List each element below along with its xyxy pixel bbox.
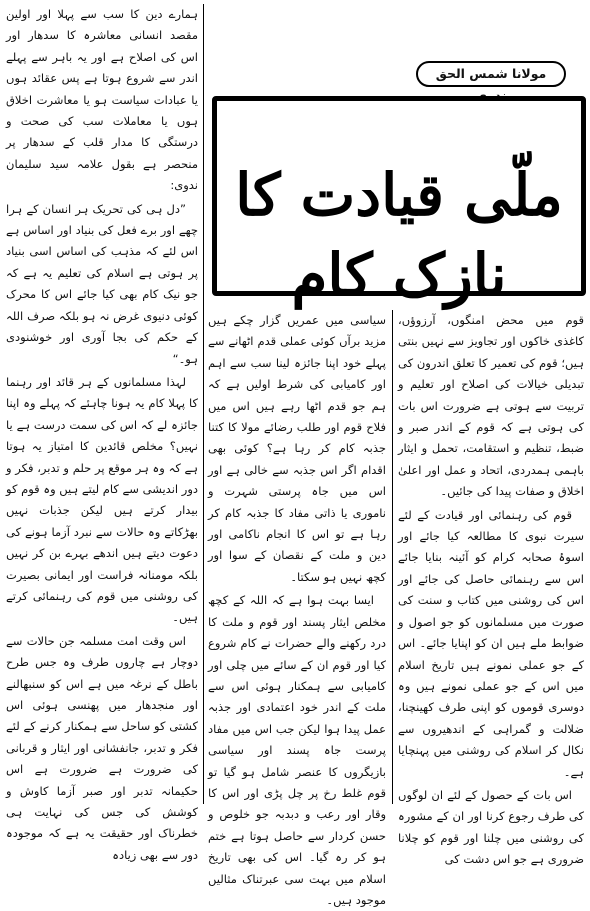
paragraph-seerah: قوم کی رہنمائی اور قیادت کے لئے سیرت نبوی کا مطالعہ کیا جائے اور اسوۂ صحابہ کرام کو آئینہ بنایا جائے اس سے رہنمائی حاصل کی جائے اور اس کی روشنی میں کتاب و سنت کی صورت میں مسلمانوں کو جو اصول و ضوابط ملے ہیں ان کو اپنایا جائے۔ اس کے جو عملی نمونے ہیں تاریخ اسلام میں اس کے جو عملی نمونے ہیں وہ دوسری قوموں کو اپنی طرف کھینچنا، ضلالت و گمراہی کے اندھیروں سے نکال کر اسلام کی روشنی میں پہنچایا ہے۔ — [398, 507, 584, 779]
paragraph-guidance: اس بات کے حصول کے لئے ان لوگوں کی طرف رجوع کرنا اور ان کے مشورہ کی روشنی میں چلنا اور قوم کو چلانا ضروری ہے جو اس دشت کی — [398, 787, 584, 867]
paragraph-nation-building: قوم میں محض امنگوں، آرزوؤں، کاغذی خاکوں اور تجاویز سے نہیں بنتی ہیں؛ قوم کی تعمیر کا تعلق اندرون کی تبدیلی خیالات کی اصلاح اور تعلیم و تربیت سے ہوتی ہے ضرورت اس بات کی ہوتی ہے کہ قوم کے اندر صبر و ضبط، تنظیم و استقامت، تحمل و ایثار باہمی ہمدردی، اتحاد و عمل اور اعلیٰ اخلاق و صفات پیدا کی جائیں۔ — [398, 313, 584, 499]
column-divider-left — [203, 4, 204, 804]
paragraph-ummah: اس وقت امت مسلمہ جن حالات سے دوچار ہے چاروں طرف وہ جس طرح باطل کے نرغہ میں ہے اس کو سنبھالنے اور منجدھار میں پھنسی ہوئی اس کشتی کو ساحل سے ہمکنار کرنے کے لئے فکر و تدبر، جانفشانی اور ایثار و قربانی کی ضرورت ہے ضرورت ہے اس حکیمانہ تدبر اور صبر آزما کاوش و کوشش کی جس کی نہایت ہی خطرناک اور حقیقت یہ ہے کہ موجودہ دور سے بھی زیادہ — [6, 633, 198, 862]
author-byline: مولانا شمس الحق — [416, 61, 566, 87]
paragraph-history: ایسا بہت ہوا ہے کہ اللہ کے کچھ مخلص ایثار پسند اور قوم و ملت کا درد رکھنے والے حضرات نے کام شروع کیا اور قوم ان کے سائے میں چلی اور کامیابی سے ہمکنار ہوئی اس سے ملت کے اندر خود اعتمادی اور جذبہ عمل پیدا ہوا لیکن جب اس میں مفاد پرست جاہ پسند اور سیاسی بازیگروں کا عنصر شامل ہو گیا تو قوم غلط رخ پر چل پڑی اور اس کا وقار اور رعب و دبدبہ جو خلوص و حسن کردار سے حاصل ہوتا ہے ختم ہو کر رہ گیا۔ اس کی بھی تاریخ اسلام میں بہت سی عبرتناک مثالیں موجود ہیں۔ — [208, 593, 386, 907]
paragraph-leaders: لہذا مسلمانوں کے ہر قائد اور رہنما کا پہلا کام یہ ہونا چاہئے کہ پہلے وہ اپنا جائزہ لے کہ اس کی سمت درست ہے یا نہیں؟ مخلص قائدین کا امتیاز یہ ہوتا ہے کہ وہ ہر موقع پر حلم و تدبر، فکر و دور اندیشی سے کام لیتے ہیں وہ قوم کو بیدار کرتے ہیں لیکن جذبات نہیں بھڑکاتے وہ حالات سے نبرد آزما ہونے کی دعوت دیتے ہیں اندھے بہرے بن کر نہیں بلکہ مومنانہ فراست اور ایمانی بصیرت کی روشنی میں قوم کی رہنمائی کرتے ہیں۔ — [6, 374, 198, 625]
headline-box — [212, 96, 586, 309]
text-column-left — [6, 4, 198, 862]
paragraph-self-assessment: سیاسی میں عمریں گزار چکے ہیں مزید برآں کوئی عملی قدم اٹھانے سے پہلے خود اپنا جائزہ لینا سب سے اہم اور کامیابی کی شرط اولیں ہے کہ ہم جو قدم اٹھا رہے ہیں اس میں فلاح قوم اور طلب رضائے مولا کا کتنا جذبہ کام کر رہا ہے؟ کوئی بھی اقدام اگر اس جذبہ سے خالی ہے اور اس میں جاہ پرستی شہرت و ناموری یا ذاتی مفاد کا جذبہ کام کر رہا ہے تو اس کا انجام ناکامی اور دین و ملت کے نقصان کے سوا اور کچھ نہیں ہو سکتا۔ — [208, 313, 386, 584]
column-divider-right — [392, 310, 393, 804]
text-column-middle — [208, 310, 386, 907]
paragraph-opening: ہمارے دین کا سب سے پہلا اور اولین مقصد انسانی معاشرہ کا سدھار اور اس کی اصلاح ہے اور یہ باہر سے پہلے اندر سے شروع ہوتا ہے پس عقائد ہوں یا عبادات سیاست ہو یا معاشرت اخلاق ہوں یا معاملات سب کی صحت و درستگی کا مدار قلب کے سدھار پر منحصر ہے بقول علامہ سید سلیمان ندوی: — [6, 7, 198, 193]
text-column-right — [398, 310, 584, 867]
paragraph-quote: ”دل ہی کی تحریک ہر انسان کے ہرا چھے اور برے فعل کی بنیاد اور اساس ہے اس لئے کہ مذہب کی اساس اسی بنیاد پر ہوتی ہے اسلام کی تعلیم یہ ہے کہ جو نیک کام بھی کیا جائے اس کا محرک کوئی دنیوی غرض نہ ہو بلکہ صرف اللہ کے حکم کی بجا آوری اور خوشنودی ہو۔“ — [6, 201, 198, 366]
headline-title: ملّی قیادت کا نازک کام — [235, 161, 563, 309]
